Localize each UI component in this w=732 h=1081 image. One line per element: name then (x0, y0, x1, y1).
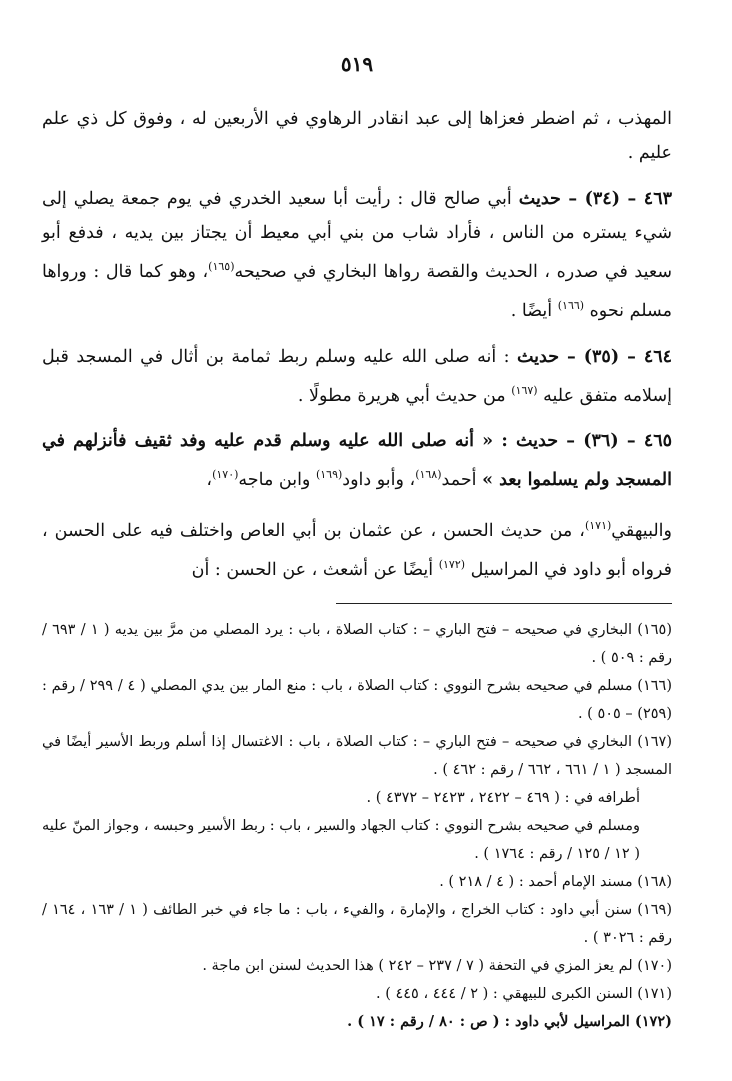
footnote-170: (١٧٠) لم يعز المزي في التحفة ( ٧ / ٢٣٧ – ٢٤٢ ) هذا الحديث لسنن ابن ماجة . (202, 957, 672, 974)
page-number: ٥١٩ (340, 52, 374, 76)
footnote-divider (336, 603, 672, 604)
hadith-text: أبي صالح قال : رأيت أبا سعيد الخدري في يوم جمعة يصلي إلى شيء يستره من الناس ، فأراد شاب من بني أبي معيط أن يجتاز بين يديه ، فدفع أبو سعيد في صدره ، الحديث والقصة رواها البخاري في صحيحه (42, 189, 672, 282)
main-text (42, 102, 672, 587)
hadith-465 (42, 424, 672, 497)
footnote-171: (١٧١) السنن الكبرى للبيهقي : ( ٢ / ٤٤٤ ، ٤٤٥ ) . (376, 985, 672, 1002)
hadith-text: وابن ماجه (238, 470, 316, 491)
hadith-text: ، (206, 470, 213, 491)
hadith-text: ، وأبو داود (342, 470, 416, 491)
footnote-ref[interactable]: (١٧٠) (212, 468, 239, 482)
hadith-text: أحمد (441, 470, 483, 491)
paragraph-continuation (42, 102, 672, 170)
hadith-464 (42, 340, 672, 413)
footnote-167-continuation: أطرافه في : ( ٤٦٩ – ٢٤٢٢ ، ٢٤٢٣ – ٤٣٧٢ ) . (366, 789, 640, 806)
hadith-463 (42, 182, 672, 328)
footnote-ref[interactable]: (١٧٢) (438, 558, 466, 572)
footnote-168: (١٦٨) مسند الإمام أحمد : ( ٤ / ٢١٨ ) . (439, 873, 672, 890)
footnote-166: (١٦٦) مسلم في صحيحه بشرح النووي : كتاب الصلاة ، باب : منع المار بين يدي المصلي ( ٤ / ٢٩٩ / رقم : (٢٥٩) – ٥٠٥ ) . (42, 677, 673, 722)
footnote-ref[interactable]: (١٦٩) (315, 468, 343, 482)
paragraph-text: والبيهقي (611, 521, 672, 542)
hadith-heading: ٤٦٥ – (٣٦) – حديث (516, 431, 673, 452)
footnotes (42, 616, 672, 1036)
footnote-ref[interactable]: (١٧١) (584, 519, 612, 533)
footnote-165: (١٦٥) البخاري في صحيحه – فتح الباري – : كتاب الصلاة ، باب : يرد المصلي من مرَّ بين يديه ( ١ / ٦٩٣ / رقم : ٥٠٩ ) . (42, 621, 672, 666)
hadith-text: ، وهو كما قال : ورواها مسلم نحوه (42, 261, 672, 321)
hadith-quote: : « أنه صلى الله عليه وسلم قدم عليه وفد ثقيف فأنزلهم في المسجد ولم يسلموا بعد » (42, 431, 672, 491)
paragraph-text: ، من حديث الحسن ، عن عثمان بن أبي العاص واختلف فيه على الحسن ، فرواه أبو داود في المراسيل (42, 521, 672, 580)
hadith-text: أيضًا . (510, 300, 558, 321)
hadith-text: من حديث أبي هريرة مطولًا . (297, 385, 512, 406)
hadith-heading: ٤٦٣ – (٣٤) – حديث (518, 189, 672, 209)
paragraph-bayhaqi (42, 509, 672, 587)
footnote-ref[interactable]: (١٦٥) (208, 260, 235, 273)
hadith-text: : أنه صلى الله عليه وسلم ربط ثمامة بن أثال في المسجد قبل إسلامه متفق عليه (42, 346, 672, 406)
footnote-172: (١٧٢) المراسيل لأبي داود : ( ص : ٨٠ / رقم : ١٧ ) . (347, 1012, 672, 1030)
footnote-ref[interactable]: (١٦٦) (557, 298, 585, 312)
footnote-ref[interactable]: (١٦٧) (511, 383, 538, 397)
hadith-heading: ٤٦٤ – (٣٥) – حديث (517, 346, 673, 367)
footnote-ref[interactable]: (١٦٨) (415, 468, 442, 482)
footnote-167: (١٦٧) البخاري في صحيحه – فتح الباري – : كتاب الصلاة ، باب : الاغتسال إذا أسلم وربط الأسير أيضًا في المسجد ( ١ / ٦٦١ ، ٦٦٢ / رقم : ٤٦٢ ) . (42, 733, 672, 778)
footnote-169: (١٦٩) سنن أبي داود : كتاب الخراج ، والإمارة ، والفيء ، باب : ما جاء في خبر الطائف ( ١ / ١٦٣ ، ١٦٤ / رقم : ٣٠٢٦ ) . (42, 901, 672, 946)
paragraph-text: أيضًا عن أشعث ، عن الحسن : أن (191, 559, 439, 580)
paragraph-text: المهذب ، ثم اضطر فعزاها إلى عبد انقادر الرهاوي في الأربعين له ، وفوق كل ذي علم عليم . (42, 109, 672, 163)
footnote-167-continuation: ومسلم في صحيحه بشرح النووي : كتاب الجهاد والسير ، باب : ربط الأسير وحبسه ، وجواز المنّ عليه ( ١٢ / ١٢٥ / رقم : ١٧٦٤ ) . (42, 817, 640, 862)
